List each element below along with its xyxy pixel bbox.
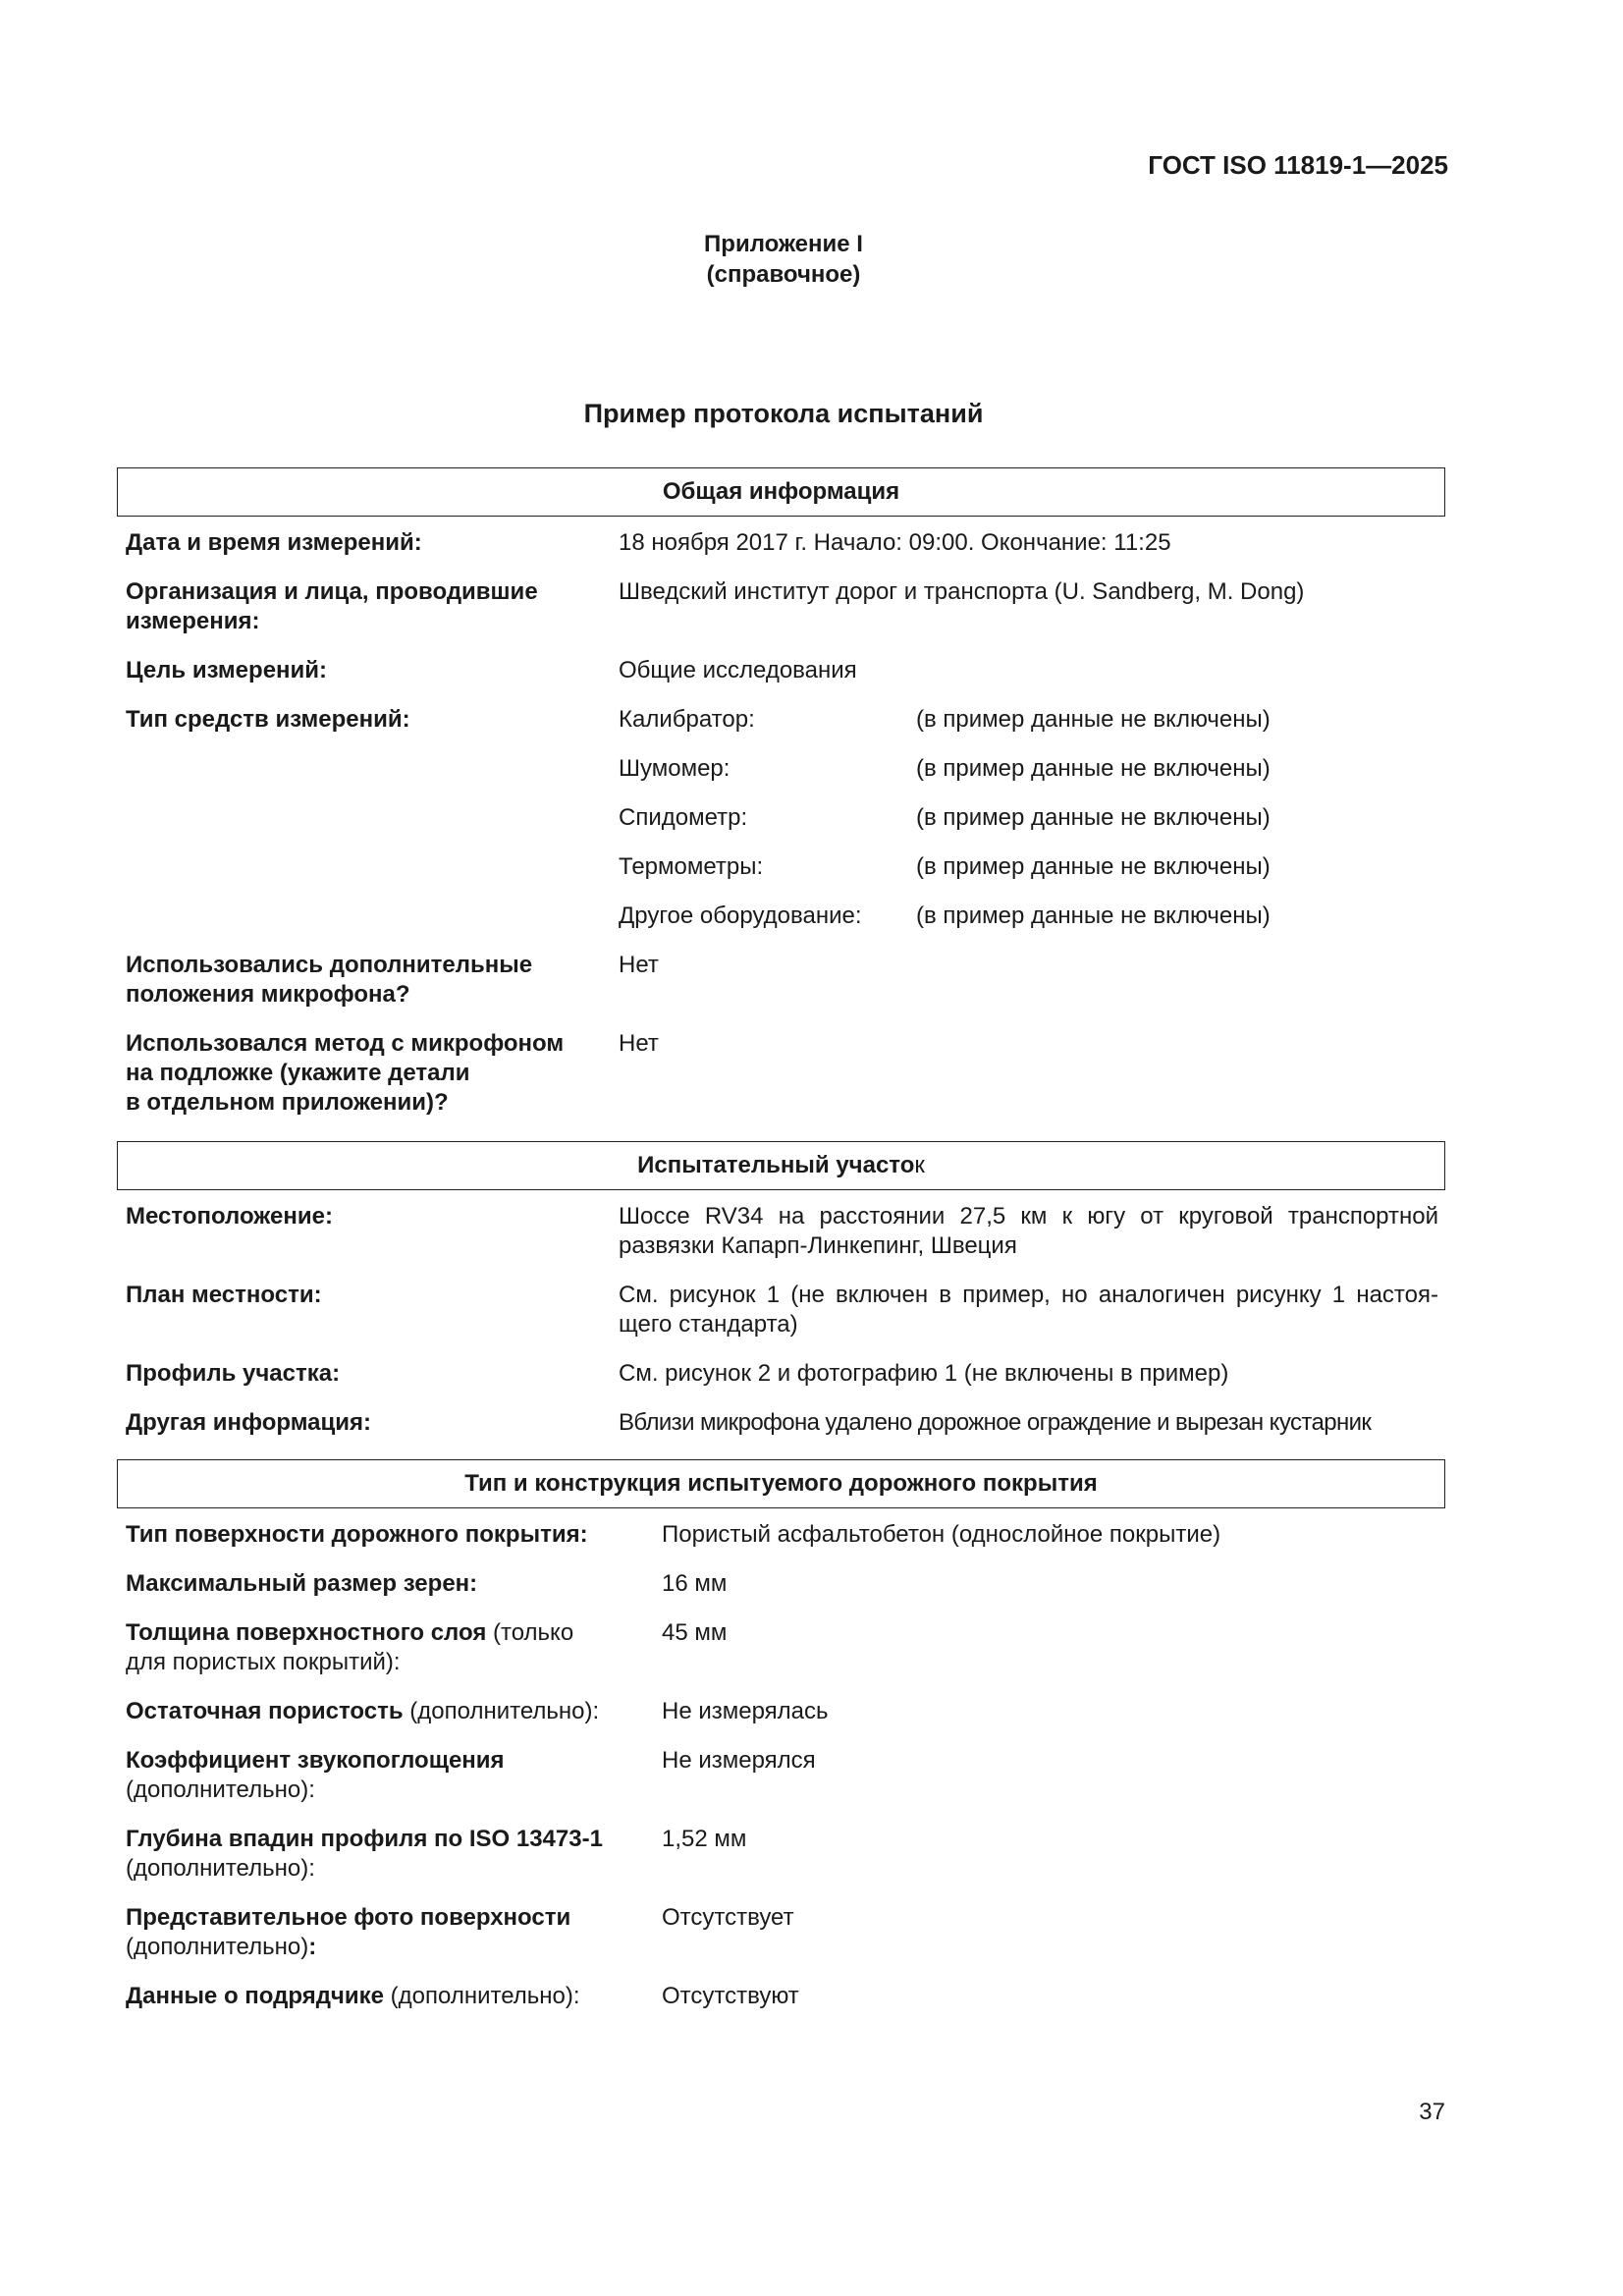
texture-depth-label xyxy=(126,1825,603,1884)
site-plan-value-line: См. рисунок 1 (не включен в пример, но аналогичен рисунку 1 настоя- xyxy=(619,1282,1438,1308)
other-info-label: Другая информация: xyxy=(126,1409,372,1436)
organization-label-line: измерения: xyxy=(126,608,260,634)
layer-thickness-value: 45 мм xyxy=(662,1619,728,1646)
site-profile-value: См. рисунок 2 и фотографию 1 (не включены в пример) xyxy=(619,1360,1229,1387)
location-label: Местоположение: xyxy=(126,1203,333,1230)
other-info-value: Вблизи микрофона удалено дорожное ограждение и вырезан кустарник xyxy=(619,1409,1372,1436)
instrument-value: (в пример данные не включены) xyxy=(916,902,1271,929)
texture-depth-value: 1,52 мм xyxy=(662,1826,747,1852)
porosity-label-bold: Остаточная пористость xyxy=(126,1698,404,1724)
purpose-label: Цель измерений: xyxy=(126,657,328,683)
location-value-line: развязки Капарп-Линкепинг, Швеция xyxy=(619,1232,1017,1259)
backing-method-label-line: Использовался метод с микрофоном xyxy=(126,1030,565,1057)
instrument-name: Термометры: xyxy=(619,853,764,880)
location-value-line: Шоссе RV34 на расстоянии 27,5 км к югу от круговой транспортной xyxy=(619,1203,1438,1230)
backing-method-value: Нет xyxy=(619,1030,659,1057)
absorption-value: Не измерялся xyxy=(662,1747,816,1774)
porosity-label xyxy=(126,1697,599,1726)
site-plan-value xyxy=(619,1281,1438,1339)
document-title: Пример протокола испытаний xyxy=(583,399,984,428)
max-grain-value: 16 мм xyxy=(662,1570,728,1597)
surface-photo-label xyxy=(126,1903,570,1962)
surface-photo-label-note: (дополнительно) xyxy=(126,1934,309,1960)
purpose-value: Общие исследования xyxy=(619,657,857,683)
max-grain-label: Максимальный размер зерен: xyxy=(126,1570,478,1597)
porosity-label-note: (дополнительно): xyxy=(403,1698,600,1724)
extra-mic-label xyxy=(126,951,532,1010)
section-surface-heading-text: Тип и конструкция испытуемого дорожного покрытия xyxy=(464,1470,1098,1497)
instrument-value: (в пример данные не включены) xyxy=(916,804,1271,831)
site-plan-value-line: щего стандарта) xyxy=(619,1311,798,1338)
porosity-value: Не измерялась xyxy=(662,1698,829,1724)
section-site-heading xyxy=(117,1141,1445,1190)
layer-thickness-label-bold: Толщина поверхностного слоя xyxy=(126,1619,487,1646)
contractor-label-bold: Данные о подрядчике xyxy=(126,1983,384,2009)
backing-method-label xyxy=(126,1029,564,1118)
contractor-label xyxy=(126,1982,580,2011)
extra-mic-label-line: Использовались дополнительные xyxy=(126,952,533,978)
contractor-value: Отсутствуют xyxy=(662,1983,799,2009)
site-plan-label: План местности: xyxy=(126,1282,322,1308)
section-site-heading-text: Испытательный участо xyxy=(637,1152,915,1178)
contractor-label-note: (дополнительно): xyxy=(383,1983,580,2009)
page-number: 37 xyxy=(1419,2099,1445,2125)
instrument-name: Калибратор: xyxy=(619,706,755,733)
organization-value: Шведский институт дорог и транспорта (U. Sandberg, M. Dong) xyxy=(619,578,1305,605)
layer-thickness-label-note: (только xyxy=(486,1619,574,1646)
instrument-value: (в пример данные не включены) xyxy=(916,853,1271,880)
instrument-name: Другое оборудование: xyxy=(619,902,862,929)
date-label: Дата и время измерений: xyxy=(126,529,422,556)
organization-label xyxy=(126,577,538,636)
absorption-label-bold: Коэффициент звукопоглощения xyxy=(126,1747,505,1774)
instrument-value: (в пример данные не включены) xyxy=(916,755,1271,782)
section-general-heading-text: Общая информация xyxy=(662,478,900,505)
surface-photo-label-colon: : xyxy=(308,1934,317,1960)
instrument-value: (в пример данные не включены) xyxy=(916,706,1271,733)
instrument-name: Шумомер: xyxy=(619,755,730,782)
section-general-heading xyxy=(117,467,1445,517)
surface-photo-label-bold: Представительное фото поверхности xyxy=(126,1904,571,1931)
section-site-heading-tail: к xyxy=(914,1152,925,1178)
texture-depth-label-bold: Глубина впадин профиля по ISO 13473-1 xyxy=(126,1826,603,1852)
backing-method-label-line: в отдельном приложении)? xyxy=(126,1089,449,1116)
backing-method-label-line: на подложке (укажите детали xyxy=(126,1060,470,1086)
surface-type-value: Пористый асфальтобетон (однослойное покрытие) xyxy=(662,1521,1221,1548)
section-surface-heading xyxy=(117,1459,1445,1508)
extra-mic-value: Нет xyxy=(619,952,659,978)
standard-code: ГОСТ ISO 11819-1—2025 xyxy=(1148,150,1448,180)
organization-label-line: Организация и лица, проводившие xyxy=(126,578,538,605)
site-profile-label: Профиль участка: xyxy=(126,1360,341,1387)
texture-depth-label-note: (дополнительно): xyxy=(126,1855,315,1882)
surface-type-label: Тип поверхности дорожного покрытия: xyxy=(126,1521,588,1548)
layer-thickness-label-note: для пористых покрытий): xyxy=(126,1649,401,1675)
instruments-label: Тип средств измерений: xyxy=(126,706,410,733)
extra-mic-label-line: положения микрофона? xyxy=(126,981,410,1008)
location-value xyxy=(619,1202,1438,1261)
annex-type: (справочное) xyxy=(706,261,861,288)
instrument-name: Спидометр: xyxy=(619,804,748,831)
absorption-label-note: (дополнительно): xyxy=(126,1777,315,1803)
annex-title: Приложение I xyxy=(704,231,863,257)
surface-photo-value: Отсутствует xyxy=(662,1904,794,1931)
absorption-label xyxy=(126,1746,505,1805)
date-value: 18 ноября 2017 г. Начало: 09:00. Окончание: 11:25 xyxy=(619,529,1171,556)
layer-thickness-label xyxy=(126,1618,573,1677)
